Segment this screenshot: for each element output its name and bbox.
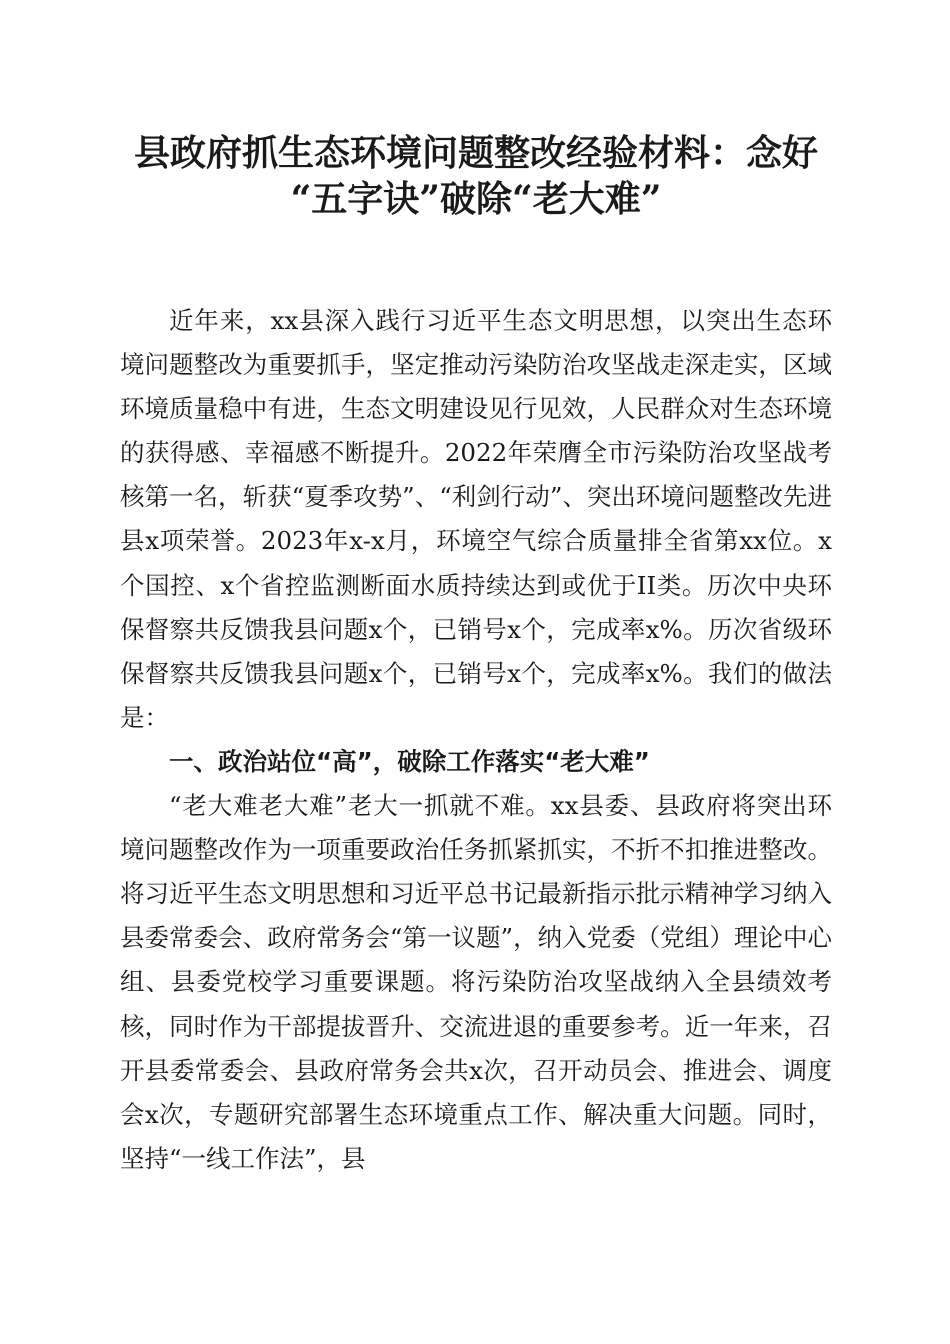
section-heading-1: 一、政治站位“高”，破除工作落实“老大难” [169, 746, 650, 776]
section-1-paragraph: “老大难老大难”老大一抓就不难。xx县委、县政府将突出环境问题整改作为一项重要政治任务抓紧抓实，不折不扣推进整改。将习近平生态文明思想和习近平总书记最新指示批示精神学习纳入县委常委会、政府常务会“第一议题”，纳入党委（党组）理论中心组、县委党校学习重要课题。将污染防治攻坚战纳入全县绩效考核，同时作为干部提拔晋升、交流进退的重要参考。近一年来，召开县委常委会、县政府常务会共x次，召开动员会、推进会、调度会x次，专题研究部署生态环境重点工作、解决重大问题。同时，坚持“一线工作法”，县 [120, 791, 832, 1173]
document-page [120, 130, 832, 1181]
document-body [120, 299, 832, 1181]
title-line-2: “五字诀”破除“老大难” [290, 178, 662, 220]
intro-paragraph: 近年来，xx县深入践行习近平生态文明思想，以突出生态环境问题整改为重要抓手，坚定推动污染防治攻坚战走深走实，区域环境质量稳中有进，生态文明建设见行见效，人民群众对生态环境的获得感、幸福感不断提升。2022年荣膺全市污染防治攻坚战考核第一名，斩获“夏季攻势”、“利剑行动”、突出环境问题整改先进县x项荣誉。2023年x-x月，环境空气综合质量排全省第xx位。x个国控、x个省控监测断面水质持续达到或优于II类。历次中央环保督察共反馈我县问题x个，已销号x个，完成率x%。历次省级环保督察共反馈我县问题x个，已销号x个，完成率x%。我们的做法是： [120, 306, 832, 732]
document-title [120, 130, 832, 222]
title-line-1: 县政府抓生态环境问题整改经验材料：念好 [133, 132, 818, 174]
